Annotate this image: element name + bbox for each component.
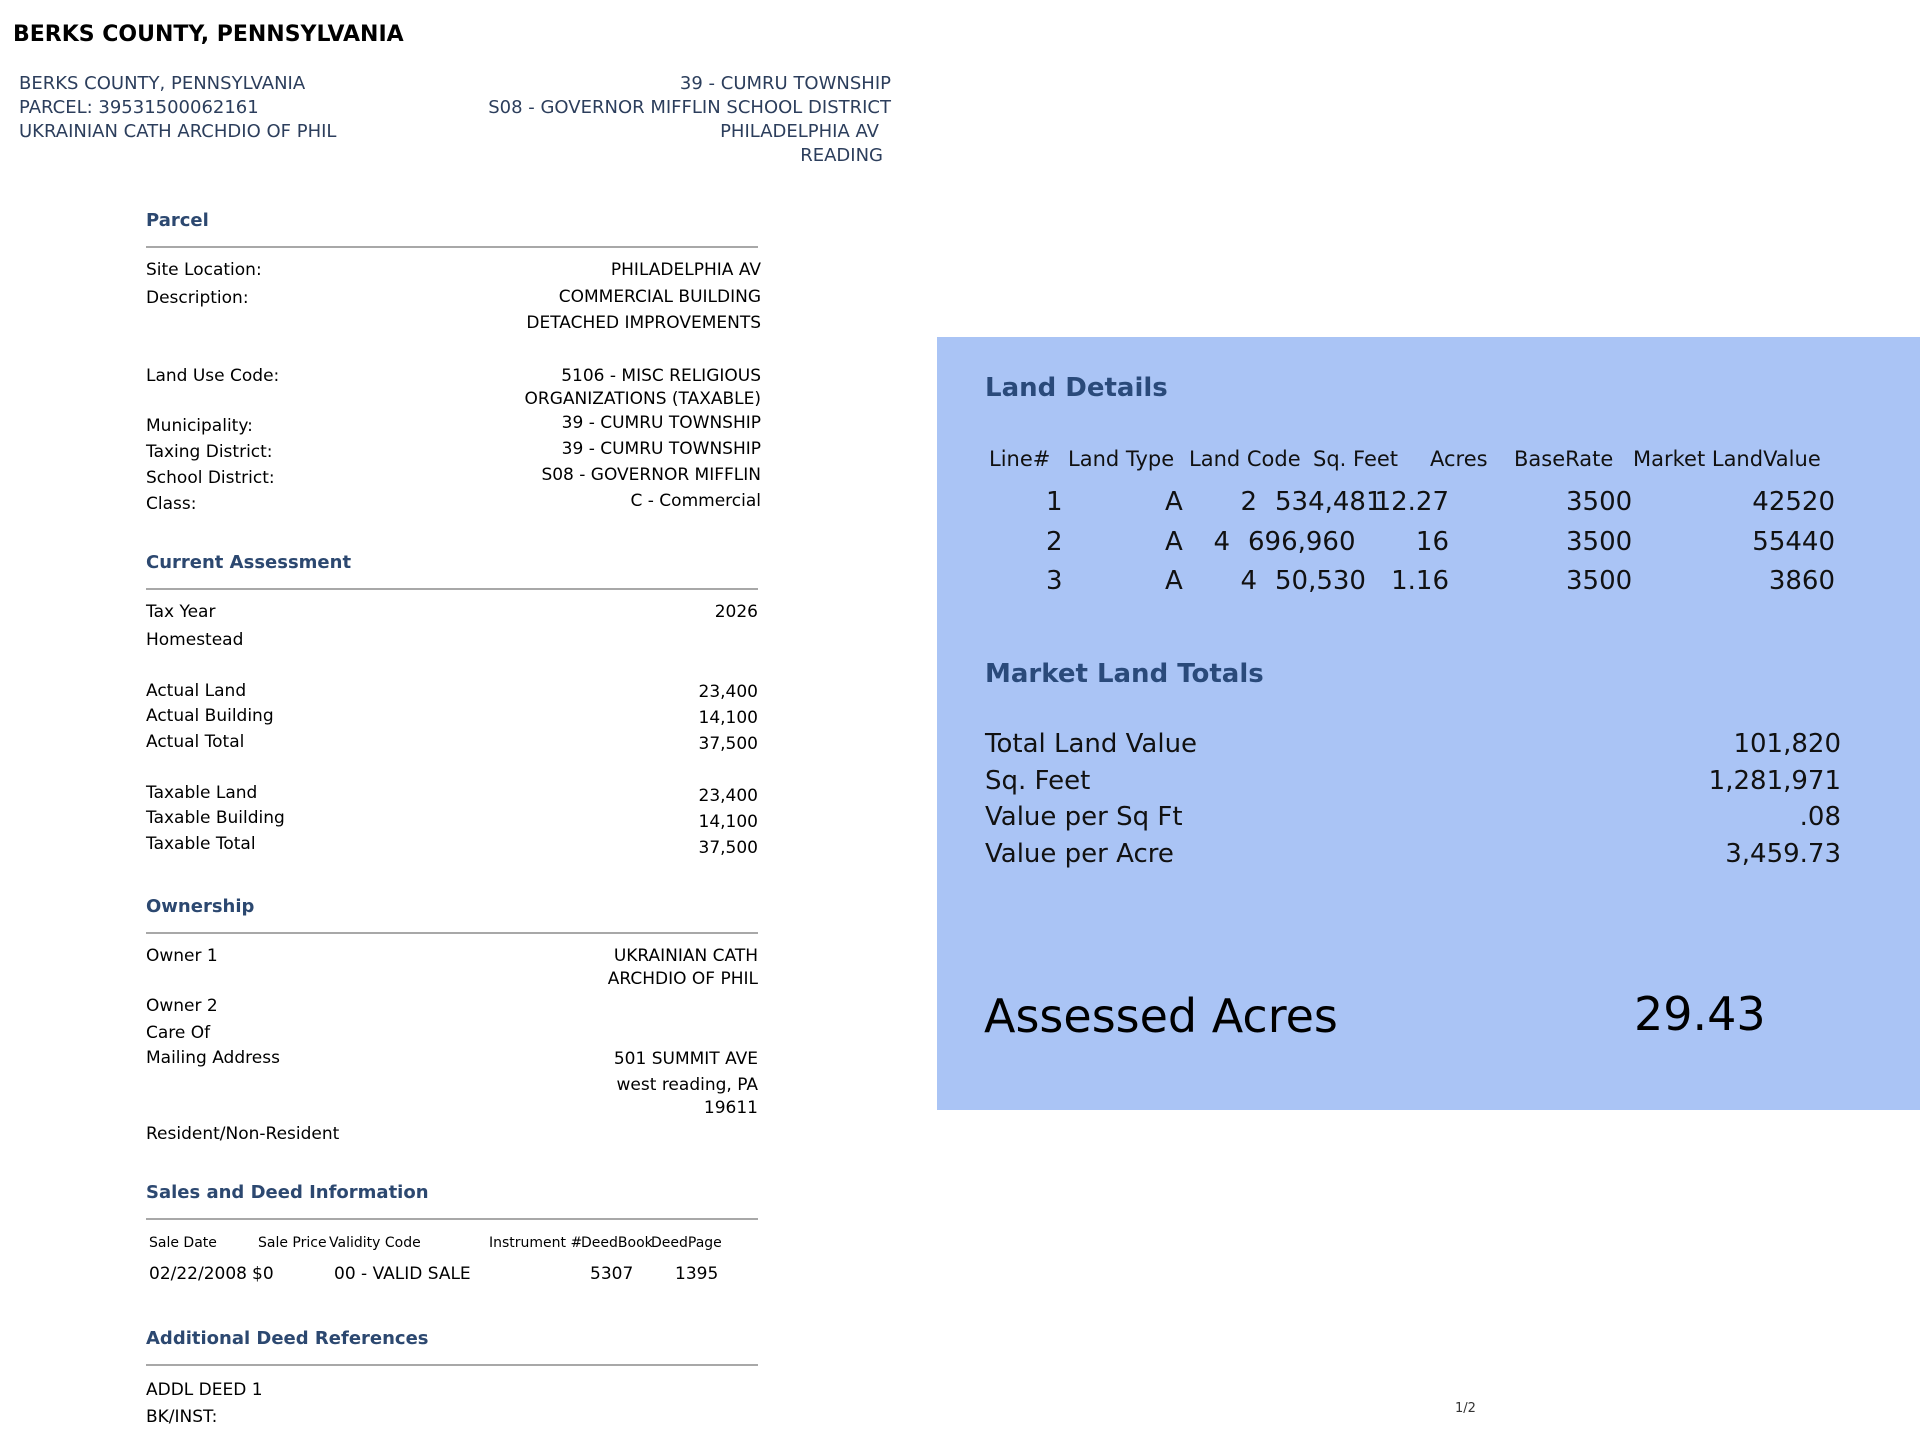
row-base-rate: 3500 bbox=[1566, 527, 1633, 557]
school-district-label: School District: bbox=[146, 468, 275, 488]
header-school-district: S08 - GOVERNOR MIFFLIN SCHOOL DISTRICT bbox=[488, 97, 891, 118]
land-use-label: Land Use Code: bbox=[146, 366, 280, 386]
land-use-value-1: 5106 - MISC RELIGIOUS bbox=[561, 366, 761, 386]
header-parcel: PARCEL: 39531500062161 bbox=[19, 97, 259, 118]
assessment-divider bbox=[146, 588, 758, 590]
taxable-total-label: Taxable Total bbox=[146, 834, 256, 854]
assessed-acres-value: 29.43 bbox=[1634, 987, 1766, 1041]
resident-label: Resident/Non-Resident bbox=[146, 1124, 340, 1144]
page-indicator: 1/2 bbox=[1455, 1401, 1476, 1416]
value-per-sqft-value: .08 bbox=[1799, 802, 1841, 832]
mailing-address-2: west reading, PA bbox=[616, 1075, 758, 1095]
site-location-label: Site Location: bbox=[146, 260, 262, 280]
col-market-value: Market LandValue bbox=[1633, 447, 1821, 471]
row-land-type: A bbox=[1165, 527, 1183, 557]
taxing-district-label: Taxing District: bbox=[146, 442, 273, 462]
row-line: 2 bbox=[1046, 527, 1063, 557]
sq-feet-value: 1,281,971 bbox=[1708, 766, 1841, 796]
tax-year-label: Tax Year bbox=[146, 602, 216, 622]
row-land-type: A bbox=[1165, 487, 1183, 517]
sales-col-instrument: Instrument # bbox=[489, 1235, 583, 1251]
parcel-heading: Parcel bbox=[146, 210, 209, 231]
row-sq-feet: 50,530 bbox=[1275, 566, 1366, 596]
land-panel bbox=[937, 337, 1920, 1110]
bk-inst-label: BK/INST: bbox=[146, 1407, 218, 1427]
taxable-land-value: 23,400 bbox=[698, 786, 758, 806]
row-land-code: 4 bbox=[1213, 527, 1230, 557]
header-city: READING bbox=[800, 145, 883, 166]
header-county: BERKS COUNTY, PENNSYLVANIA bbox=[19, 73, 306, 94]
row-market-value: 42520 bbox=[1752, 487, 1835, 517]
row-market-value: 55440 bbox=[1752, 527, 1835, 557]
mailing-address-1: 501 SUMMIT AVE bbox=[613, 1049, 758, 1069]
class-value: C - Commercial bbox=[630, 491, 761, 511]
row-sq-feet: 534,481 bbox=[1275, 487, 1383, 517]
addl-deed-label: ADDL DEED 1 bbox=[146, 1380, 263, 1400]
taxable-land-label: Taxable Land bbox=[146, 783, 258, 803]
row-acres: 1.16 bbox=[1391, 566, 1449, 596]
parcel-divider bbox=[146, 246, 758, 248]
actual-total-label: Actual Total bbox=[146, 732, 245, 752]
care-of-label: Care Of bbox=[146, 1023, 211, 1043]
value-per-acre-label: Value per Acre bbox=[985, 839, 1174, 869]
mailing-address-label: Mailing Address bbox=[146, 1048, 280, 1068]
actual-land-label: Actual Land bbox=[146, 681, 247, 701]
col-land-code: Land Code bbox=[1189, 447, 1301, 471]
col-land-type: Land Type bbox=[1068, 447, 1175, 471]
col-acres: Acres bbox=[1430, 447, 1488, 471]
school-district-value: S08 - GOVERNOR MIFFLIN bbox=[541, 465, 761, 485]
description-value-2: DETACHED IMPROVEMENTS bbox=[526, 313, 761, 333]
value-per-sqft-label: Value per Sq Ft bbox=[985, 802, 1183, 832]
ownership-heading: Ownership bbox=[146, 896, 255, 917]
page-title: BERKS COUNTY, PENNSYLVANIA bbox=[13, 22, 404, 47]
total-land-value-label: Total Land Value bbox=[985, 729, 1198, 759]
class-label: Class: bbox=[146, 494, 197, 514]
row-market-value: 3860 bbox=[1768, 566, 1835, 596]
left-column bbox=[146, 0, 761, 1440]
owner2-label: Owner 2 bbox=[146, 996, 218, 1016]
row-acres: 16 bbox=[1415, 527, 1449, 557]
row-land-type: A bbox=[1165, 566, 1183, 596]
owner1-value-2: ARCHDIO OF PHIL bbox=[607, 969, 758, 989]
deed-book-value: 5307 bbox=[590, 1264, 634, 1284]
sales-col-deedpage: DeedPage bbox=[651, 1235, 722, 1251]
description-label: Description: bbox=[146, 288, 249, 308]
actual-land-value: 23,400 bbox=[698, 682, 758, 702]
col-line: Line# bbox=[989, 447, 1051, 471]
header-municipality: 39 - CUMRU TOWNSHIP bbox=[679, 73, 891, 94]
row-acres: 12.27 bbox=[1374, 487, 1449, 517]
taxable-building-label: Taxable Building bbox=[146, 808, 285, 828]
row-land-code: 2 bbox=[1240, 487, 1257, 517]
taxable-building-value: 14,100 bbox=[698, 812, 758, 832]
municipality-value: 39 - CUMRU TOWNSHIP bbox=[561, 413, 761, 433]
sales-divider bbox=[146, 1218, 758, 1220]
actual-total-value: 37,500 bbox=[698, 734, 758, 754]
municipality-label: Municipality: bbox=[146, 416, 253, 436]
sales-col-price: Sale Price bbox=[258, 1235, 327, 1251]
col-base-rate: BaseRate bbox=[1514, 447, 1614, 471]
sales-col-deedbook: DeedBook bbox=[581, 1235, 653, 1251]
homestead-label: Homestead bbox=[146, 630, 244, 650]
ownership-divider bbox=[146, 932, 758, 934]
additional-deeds-divider bbox=[146, 1364, 758, 1366]
row-line: 3 bbox=[1046, 566, 1063, 596]
sales-heading: Sales and Deed Information bbox=[146, 1182, 429, 1203]
site-location-value: PHILADELPHIA AV bbox=[610, 260, 761, 280]
row-line: 1 bbox=[1046, 487, 1063, 517]
actual-building-label: Actual Building bbox=[146, 706, 274, 726]
actual-building-value: 14,100 bbox=[698, 708, 758, 728]
land-use-value-2: ORGANIZATIONS (TAXABLE) bbox=[524, 389, 761, 409]
col-sq-feet: Sq. Feet bbox=[1313, 447, 1399, 471]
row-base-rate: 3500 bbox=[1566, 566, 1633, 596]
sq-feet-label: Sq. Feet bbox=[985, 766, 1091, 796]
taxable-total-value: 37,500 bbox=[698, 838, 758, 858]
land-details-heading: Land Details bbox=[985, 373, 1168, 403]
row-sq-feet: 696,960 bbox=[1248, 527, 1356, 557]
mailing-address-3: 19611 bbox=[703, 1098, 758, 1118]
total-land-value: 101,820 bbox=[1733, 729, 1841, 759]
taxing-district-value: 39 - CUMRU TOWNSHIP bbox=[561, 439, 761, 459]
assessed-acres-label: Assessed Acres bbox=[984, 989, 1338, 1043]
description-value-1: COMMERCIAL BUILDING bbox=[558, 287, 761, 307]
owner1-label: Owner 1 bbox=[146, 946, 218, 966]
assessment-heading: Current Assessment bbox=[146, 552, 352, 573]
owner1-value-1: UKRAINIAN CATH bbox=[613, 946, 758, 966]
validity-code-value: 00 - VALID SALE bbox=[334, 1264, 471, 1284]
deed-page-value: 1395 bbox=[675, 1264, 719, 1284]
header-street: PHILADELPHIA AV bbox=[720, 121, 879, 142]
row-land-code: 4 bbox=[1240, 566, 1257, 596]
market-totals-heading: Market Land Totals bbox=[985, 659, 1264, 689]
value-per-acre-value: 3,459.73 bbox=[1725, 839, 1841, 869]
sale-date-value: 02/22/2008 bbox=[149, 1264, 247, 1284]
header-owner: UKRAINIAN CATH ARCHDIO OF PHIL bbox=[19, 121, 337, 142]
sale-price-value: $0 bbox=[252, 1264, 274, 1284]
additional-deeds-heading: Additional Deed References bbox=[146, 1328, 429, 1349]
row-base-rate: 3500 bbox=[1566, 487, 1633, 517]
tax-year-value: 2026 bbox=[714, 602, 758, 622]
sales-col-validity: Validity Code bbox=[329, 1235, 421, 1251]
sales-col-date: Sale Date bbox=[149, 1235, 217, 1251]
